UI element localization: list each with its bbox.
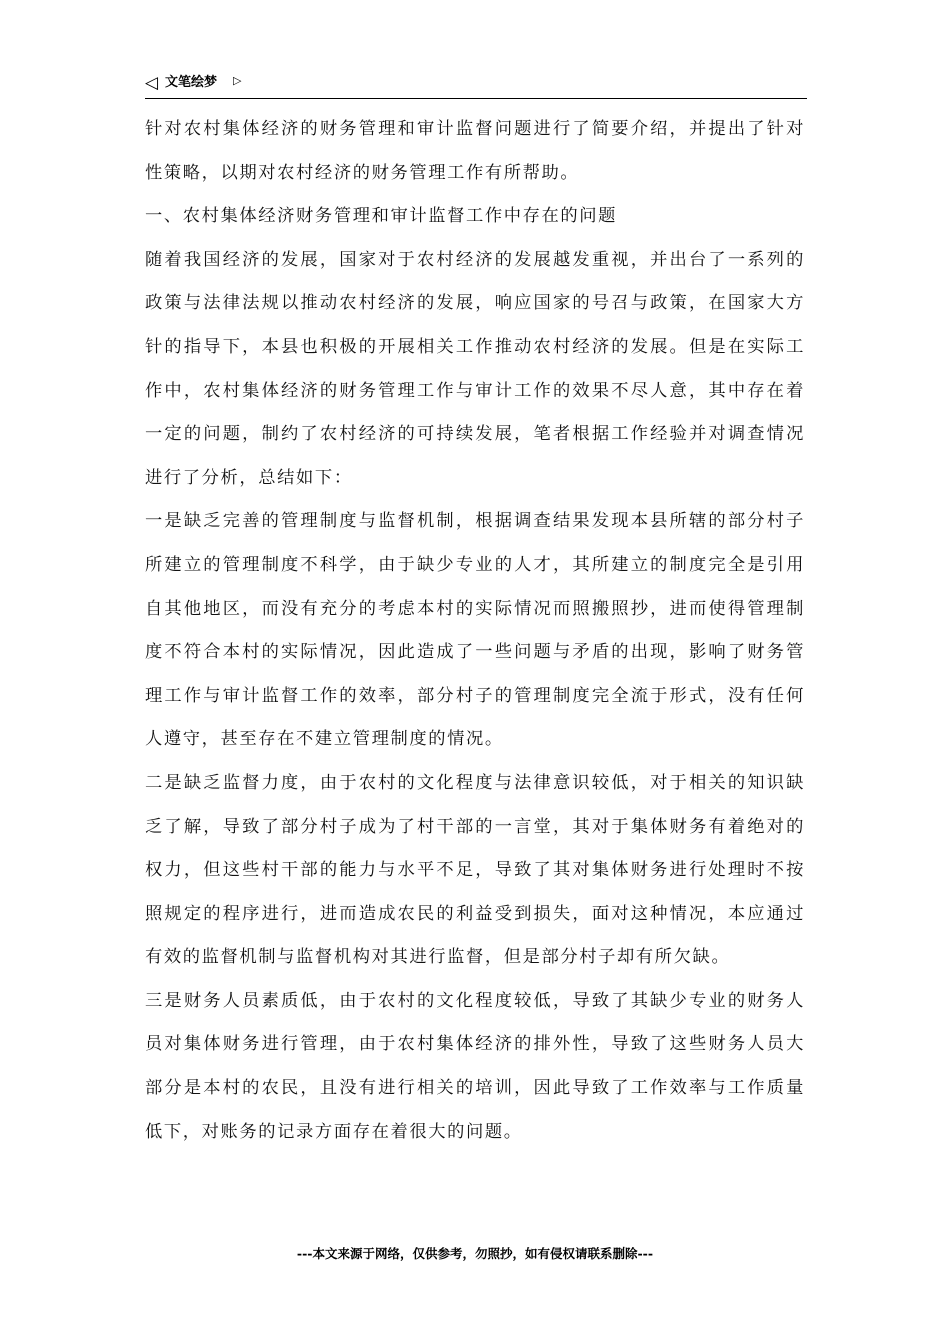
- document-body: [145, 108, 805, 1154]
- section-heading: 一、农村集体经济财务管理和审计监督工作中存在的问题: [145, 206, 618, 227]
- paragraph-background: 随着我国经济的发展，国家对于农村经济的发展越发重视，并出台了一系列的政策与法律法规以推动农村经济的发展，响应国家的号召与政策，在国家大方针的指导下，本县也积极的开展相关工作推动农村经济的发展。但是在实际工作中，农村集体经济的财务管理工作与审计工作的效果不尽人意，其中存在着一定的问题，制约了农村经济的可持续发展，笔者根据工作经验并对调查情况进行了分析，总结如下：: [145, 249, 805, 488]
- paragraph-point-one: 一是缺乏完善的管理制度与监督机制，根据调查结果发现本县所辖的部分村子所建立的管理制度不科学，由于缺少专业的人才，其所建立的制度完全是引用自其他地区，而没有充分的考虑本村的实际情况而照搬照抄，进而使得管理制度不符合本村的实际情况，因此造成了一些问题与矛盾的出现，影响了财务管理工作与审计监督工作的效率，部分村子的管理制度完全流于形式，没有任何人遵守，甚至存在不建立管理制度的情况。: [145, 511, 805, 750]
- paragraph-point-two: 二是缺乏监督力度，由于农村的文化程度与法律意识较低，对于相关的知识缺乏了解，导致了部分村子成为了村干部的一言堂，其对于集体财务有着绝对的权力，但这些村干部的能力与水平不足，导致了其对集体财务进行处理时不按照规定的程序进行，进而造成农民的利益受到损失，面对这种情况，本应通过有效的监督机制与监督机构对其进行监督，但是部分村子却有所欠缺。: [145, 772, 805, 968]
- paragraph-point-three: 三是财务人员素质低，由于农村的文化程度较低，导致了其缺少专业的财务人员对集体财务进行管理，由于农村集体经济的排外性，导致了这些财务人员大部分是本村的农民，且没有进行相关的培训，因此导致了工作效率与工作质量低下，对账务的记录方面存在着很大的问题。: [145, 990, 805, 1142]
- page-header: [145, 72, 807, 99]
- paragraph-intro-continued: 针对农村集体经济的财务管理和审计监督问题进行了简要介绍，并提出了针对性策略，以期对农村经济的财务管理工作有所帮助。: [145, 119, 805, 183]
- triangle-left-icon: ◁: [145, 73, 159, 93]
- footer-disclaimer: ---本文来源于网络，仅供参考，勿照抄，如有侵权请联系删除---: [296, 1246, 654, 1261]
- triangle-right-icon: ▷: [233, 74, 242, 87]
- header-title: 文笔绘梦: [165, 75, 218, 90]
